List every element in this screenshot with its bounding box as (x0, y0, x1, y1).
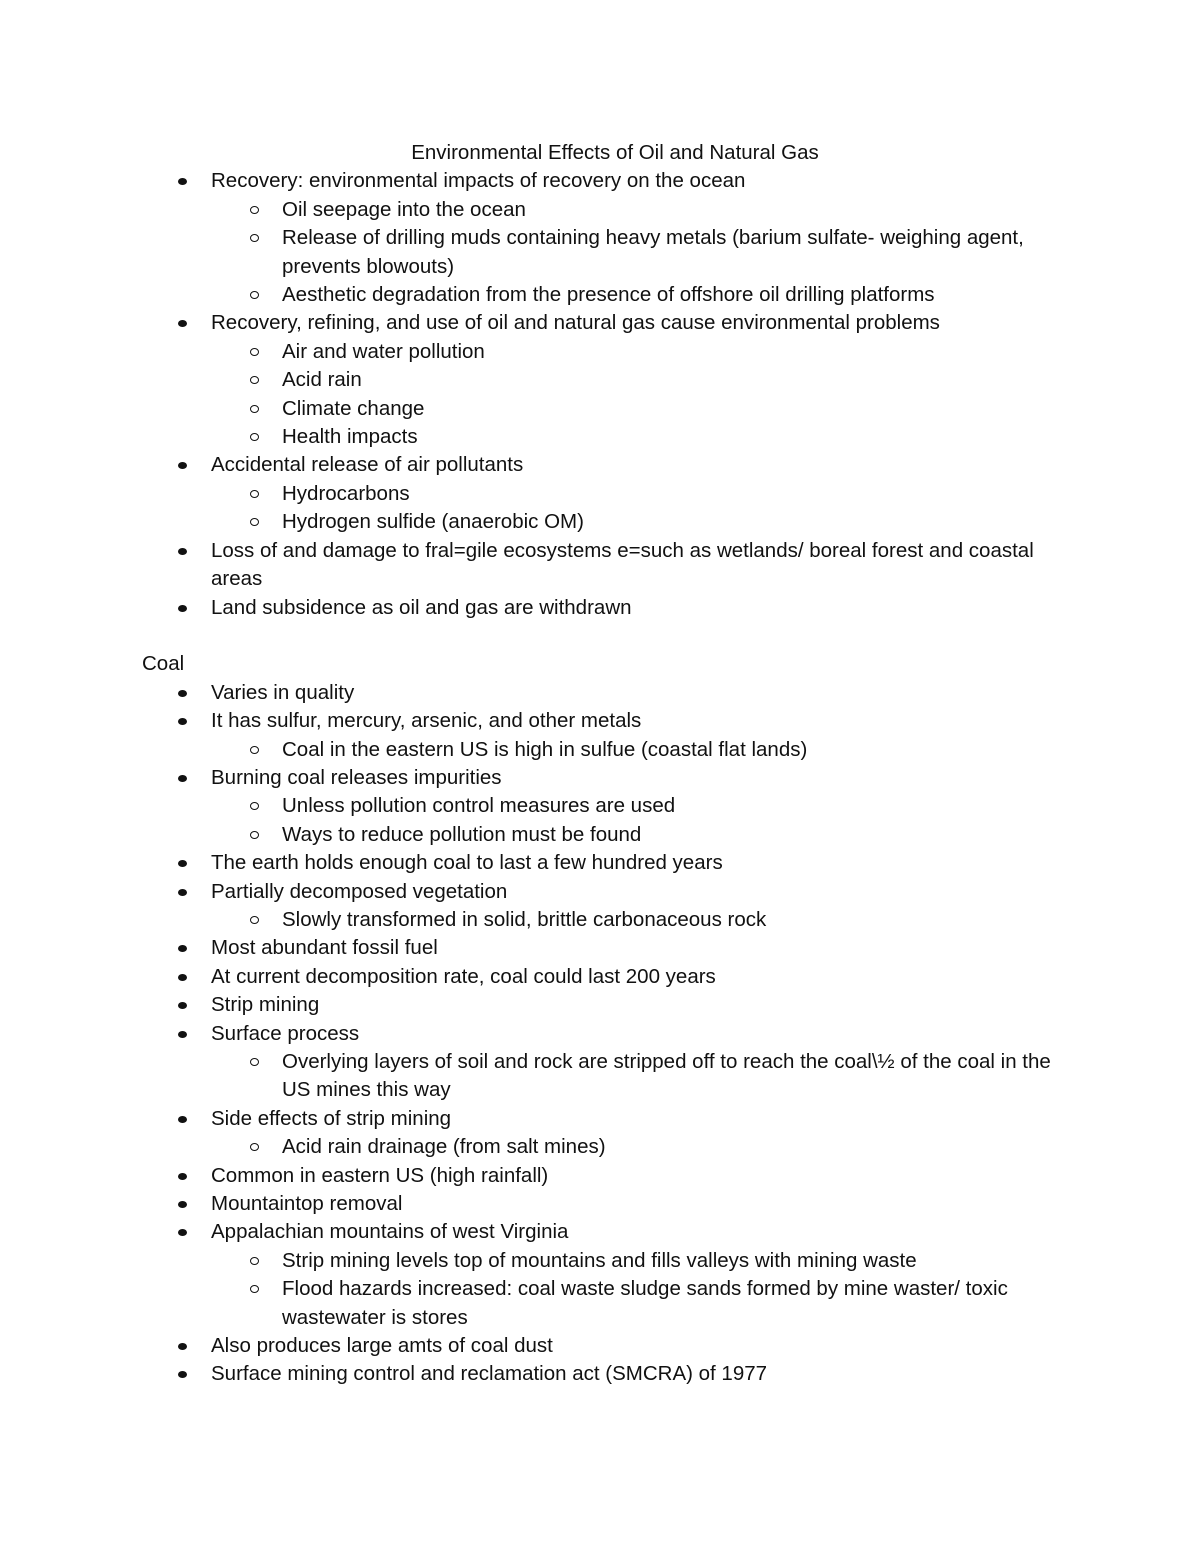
filled-bullet-icon (178, 548, 187, 555)
filled-bullet-icon (178, 1173, 187, 1180)
filled-bullet-icon (178, 690, 187, 697)
list-item-text: Loss of and damage to fral=gile ecosystems e=such as wetlands/ boreal forest and coastal areas (211, 538, 1034, 591)
filled-bullet-icon (178, 718, 187, 725)
list-item-text: Land subsidence as oil and gas are withdrawn (211, 595, 632, 619)
list-item (142, 309, 1082, 337)
list-item-text: Accidental release of air pollutants (211, 453, 524, 477)
hollow-bullet-icon (250, 1058, 259, 1066)
filled-bullet-icon (178, 178, 187, 185)
list-item-text: Also produces large amts of coal dust (211, 1334, 553, 1358)
sub-list-item (142, 906, 1082, 934)
sub-list-item-text: Overlying layers of soil and rock are stripped off to reach the coal\½ of the coal in the US mines this way (282, 1049, 1051, 1102)
sub-list-item-text: Slowly transformed in solid, brittle carbonaceous rock (282, 907, 767, 931)
list-item (142, 679, 1082, 707)
sub-list-item-text: Flood hazards increased: coal waste sludge sands formed by mine waster/ toxic wastewater is stores (282, 1277, 1008, 1329)
sub-list-item (142, 1133, 1082, 1161)
filled-bullet-icon (178, 1343, 187, 1350)
hollow-bullet-icon (250, 376, 259, 384)
list-item (142, 1020, 1082, 1048)
list-item (142, 451, 1082, 479)
list-item (142, 1218, 1082, 1246)
list-item (142, 764, 1082, 792)
list-item (142, 1105, 1082, 1133)
sub-list-item-text: Coal in the eastern US is high in sulfue (coastal flat lands) (282, 737, 808, 761)
sub-list-item-text: Aesthetic degradation from the presence of offshore oil drilling platforms (282, 283, 935, 307)
hollow-bullet-icon (250, 1143, 259, 1151)
sub-list-item-text: Release of drilling muds containing heavy metals (barium sulfate- weighing agent, prevents blowouts) (282, 226, 1024, 278)
filled-bullet-icon (178, 1002, 187, 1009)
hollow-bullet-icon (250, 1257, 259, 1265)
filled-bullet-icon (178, 775, 187, 782)
filled-bullet-icon (178, 945, 187, 952)
list-item (142, 878, 1082, 906)
hollow-bullet-icon (250, 291, 259, 299)
sub-list-item (142, 1247, 1082, 1275)
list-item (142, 707, 1082, 735)
sub-list-item (142, 1275, 1082, 1332)
sub-list-item-text: Hydrocarbons (282, 481, 410, 505)
filled-bullet-icon (178, 1201, 187, 1208)
sub-list-item (142, 821, 1082, 849)
list-item (142, 991, 1082, 1019)
filled-bullet-icon (178, 1371, 187, 1378)
list-item-text: Recovery: environmental impacts of recovery on the ocean (211, 169, 746, 193)
section-spacer (142, 622, 1082, 650)
hollow-bullet-icon (250, 433, 259, 441)
sub-list-item-text: Hydrogen sulfide (anaerobic OM) (282, 510, 584, 534)
list-item-text: Mountaintop removal (211, 1192, 403, 1216)
list-item-text: Most abundant fossil fuel (211, 936, 438, 960)
filled-bullet-icon (178, 605, 187, 612)
page-title: Environmental Effects of Oil and Natural Gas (411, 141, 819, 164)
list-item-text: At current decomposition rate, coal could last 200 years (211, 964, 716, 988)
hollow-bullet-icon (250, 234, 259, 242)
filled-bullet-icon (178, 860, 187, 867)
filled-bullet-icon (178, 462, 187, 469)
sub-list-item-text: Air and water pollution (282, 339, 485, 363)
sub-list-item (142, 196, 1082, 224)
list-item-text: It has sulfur, mercury, arsenic, and other metals (211, 709, 642, 733)
list-item (142, 594, 1082, 622)
hollow-bullet-icon (250, 518, 259, 526)
filled-bullet-icon (178, 974, 187, 981)
list-item (142, 963, 1082, 991)
list-item (142, 537, 1082, 594)
section-heading-coal: Coal (142, 652, 185, 676)
hollow-bullet-icon (250, 831, 259, 839)
list-item-text: Side effects of strip mining (211, 1106, 452, 1130)
sub-list-item-text: Health impacts (282, 425, 418, 449)
sub-list-item (142, 338, 1082, 366)
list-item (142, 1190, 1082, 1218)
list-item (142, 1162, 1082, 1190)
oil-gas-bullet-list (142, 167, 1082, 622)
filled-bullet-icon (178, 1031, 187, 1038)
sub-list-item-text: Ways to reduce pollution must be found (282, 822, 642, 846)
sub-list-item (142, 1048, 1082, 1105)
list-item-text: Recovery, refining, and use of oil and natural gas cause environmental problems (211, 311, 940, 335)
hollow-bullet-icon (250, 405, 259, 413)
sub-list-item (142, 792, 1082, 820)
sub-list-item (142, 395, 1082, 423)
list-item-text: Common in eastern US (high rainfall) (211, 1163, 549, 1187)
list-item-text: Partially decomposed vegetation (211, 879, 508, 903)
sub-list-item (142, 224, 1082, 281)
hollow-bullet-icon (250, 206, 259, 214)
sub-list-item-text: Strip mining levels top of mountains and fills valleys with mining waste (282, 1248, 917, 1272)
list-item-text: Surface mining control and reclamation act (SMCRA) of 1977 (211, 1362, 768, 1386)
document-content (142, 139, 1082, 1389)
list-item-text: Varies in quality (211, 680, 355, 704)
sub-list-item-text: Acid rain drainage (from salt mines) (282, 1135, 606, 1159)
sub-list-item (142, 480, 1082, 508)
sub-list-item-text: Unless pollution control measures are used (282, 794, 676, 818)
hollow-bullet-icon (250, 490, 259, 498)
hollow-bullet-icon (250, 746, 259, 754)
coal-bullet-list (142, 679, 1082, 1389)
sub-list-item (142, 281, 1082, 309)
sub-list-item-text: Acid rain (282, 368, 362, 392)
sub-list-item (142, 423, 1082, 451)
list-item (142, 849, 1082, 877)
sub-list-item-text: Oil seepage into the ocean (282, 197, 526, 221)
list-item (142, 1332, 1082, 1360)
hollow-bullet-icon (250, 348, 259, 356)
sub-list-item (142, 736, 1082, 764)
list-item-text: Strip mining (211, 993, 320, 1017)
filled-bullet-icon (178, 889, 187, 896)
list-item-text: Appalachian mountains of west Virginia (211, 1220, 569, 1244)
hollow-bullet-icon (250, 916, 259, 924)
sub-list-item-text: Climate change (282, 396, 425, 420)
sub-list-item (142, 508, 1082, 536)
filled-bullet-icon (178, 320, 187, 327)
hollow-bullet-icon (250, 802, 259, 810)
filled-bullet-icon (178, 1116, 187, 1123)
list-item (142, 167, 1082, 195)
list-item (142, 934, 1082, 962)
list-item-text: The earth holds enough coal to last a few hundred years (211, 851, 723, 875)
list-item (142, 1360, 1082, 1388)
list-item-text: Surface process (211, 1021, 360, 1045)
list-item-text: Burning coal releases impurities (211, 765, 502, 789)
filled-bullet-icon (178, 1229, 187, 1236)
hollow-bullet-icon (250, 1285, 259, 1293)
sub-list-item (142, 366, 1082, 394)
